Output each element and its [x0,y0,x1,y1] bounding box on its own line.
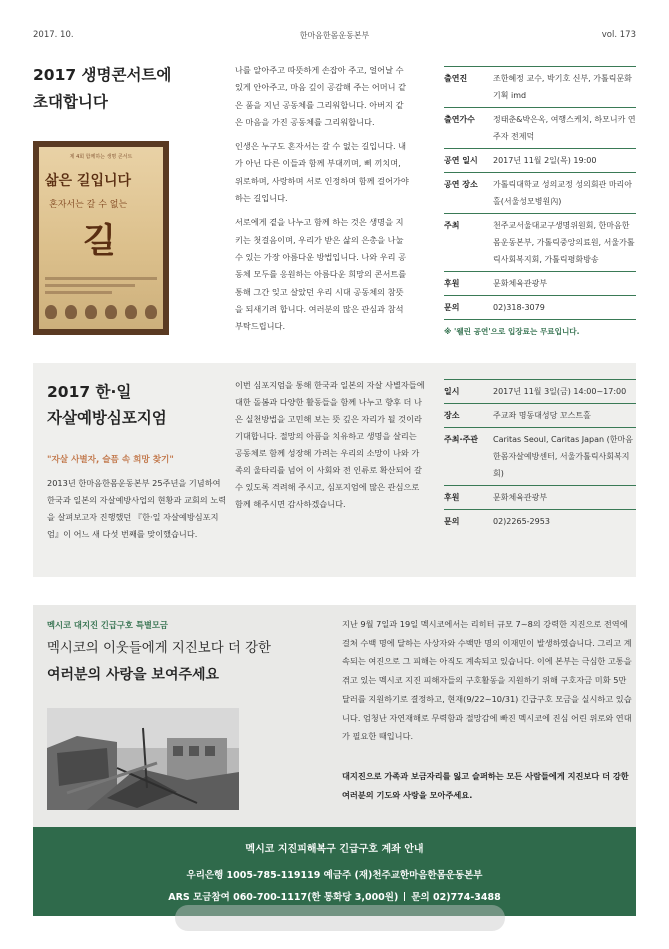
concert-info-table [444,66,636,320]
info-key: 출연가수 [444,115,475,124]
concert-paragraph: 서로에게 곁을 나누고 함께 하는 것은 생명을 지키는 첫걸음이며, 우리가 받은 삶의 은총을 나눌 수 있는 가장 아름다운 방법입니다. 나와 우리 공동체 모두를 응원하는 아름다운 희망의 콘서트를 통해 그간 잊고 살았던 우리 시대 공동체의 참뜻을 되새기려 합니다. 여러분의 많은 관심과 참석 부탁드립니다. [235,217,407,332]
concert-title-line2: 초대합니다 [33,93,108,111]
info-value: 2017년 11월 3일(금) 14:00~17:00 [493,387,627,396]
info-value: 주교좌 명동대성당 꼬스트홀 [493,411,591,420]
info-row [444,486,636,510]
poster-calligraphy-1: 삶은 길입니다 [45,173,132,189]
info-key: 주최·주관 [444,435,478,444]
info-value: 가톨릭대학교 성의교정 성의회관 마리아홀(서울성모병원內) [493,180,633,206]
info-value: Caritas Seoul, Caritas Japan (한마음한몸자살예방센터, 서울가톨릭사회복지회) [493,435,633,478]
info-key: 문의 [444,303,460,312]
mexico-headline-2: 여러분의 사랑을 보여주세요 [47,667,220,683]
info-row [444,380,636,404]
info-row [444,108,636,149]
concert-paragraph: 인생은 누구도 혼자서는 갈 수 없는 길입니다. 내가 아닌 다른 이들과 함께 부대끼며, 삐 끼치며, 위로하며, 사랑하며 서로 인정하며 함께 걸어가야 하는 길입니다. [235,141,409,204]
info-row [444,173,636,214]
symposium-info-table [444,379,636,533]
info-key: 공연 일시 [444,156,478,165]
volume-number: vol. 173 [601,30,636,40]
page-header [33,30,636,44]
poster-calligraphy-3: 길 [83,221,116,261]
info-key: 주최 [444,221,460,230]
info-value: 02)318-3079 [493,303,545,312]
info-key: 문의 [444,517,460,526]
poster-info-lines [45,277,157,299]
info-row [444,296,636,320]
info-row [444,428,636,486]
poster-calligraphy-2: 혼자서는 갈 수 없는 [49,200,128,210]
info-row [444,510,636,533]
ars-line [33,889,636,903]
info-row [444,149,636,173]
info-value: 문화체육관광부 [493,493,548,502]
info-key: 일시 [444,387,460,396]
inquiry-number: 문의 02)774-3488 [411,892,501,903]
info-key: 후원 [444,279,460,288]
donation-account-banner [33,827,636,916]
symposium-title-line1: 2017 한·일 [47,383,132,401]
info-value: 문화체육관광부 [493,279,548,288]
poster-performer-photos [45,305,157,321]
info-row [444,214,636,272]
concert-poster-image [33,141,169,335]
concert-title-line1: 2017 생명콘서트에 [33,66,172,84]
bank-account: 우리은행 1005-785-119119 예금주 (재)천주교한마음한몸운동본부 [186,870,483,881]
mexico-headline-1: 멕시코의 이웃들에게 지진보다 더 강한 [47,641,271,656]
issue-date: 2017. 10. [33,30,74,40]
free-admission-note: ※ '웰린 공연'으로 입장료는 무료입니다. [444,327,580,336]
mexico-tag: 멕시코 대지진 긴급구호 특별모금 [47,620,168,630]
symposium-body-text: 이번 심포지엄을 통해 한국과 일본의 자살 사별자들에 대한 돌봄과 다양한 활동들을 함께 나누고 향후 더 나은 실천방법을 고민해 보는 뜻 깊은 자리가 될 것이라 기대합니다. 절망의 아픔을 치유하고 생명을 살리는 공동체로 함께 성장해 가려는 우리의 소망이 나와 가족의 울타리를 넘어 이 사회와 전 인류로 확산되어 갈 수 있도록 격려해 주시고, 심포지엄에 많은 관심으로 함께 해주시면 감사하겠습니다. [235,380,425,509]
info-key: 장소 [444,411,460,420]
info-value: 02)2265-2953 [493,517,550,526]
donation-title: 멕시코 지진피해복구 긴급구호 계좌 안내 [245,844,424,855]
poster-top-text: 제 4회 함께하는 생명 콘서트 [69,154,133,160]
symposium-title-line2: 자살예방심포지엄 [47,409,167,427]
viewer-toolbar-overlay [175,905,505,931]
mexico-appeal-panel [33,605,636,827]
info-value: 정태춘&박은옥, 여행스케치, 하모니카 연주자 전제덕 [493,115,636,141]
info-key: 후원 [444,493,460,502]
info-row [444,404,636,428]
info-row [444,272,636,296]
info-value: 2017년 11월 2일(목) 19:00 [493,156,597,165]
ars-donation: ARS 모금참여 060-700-1117(한 통화당 3,000원) [168,892,399,903]
earthquake-photo [47,708,239,810]
publisher-name: 한마음한몸운동본부 [299,31,370,40]
symposium-intro-text: 2013년 한마음한몸운동본부 25주년을 기념하여 한국과 일본의 자살예방사업의 현황과 교회의 노력을 살펴보고자 진행했던 『한·일 자살예방심포지엄』이 어느 새 다섯 번째를 맞이했습니다. [47,478,227,539]
info-row [444,67,636,108]
mexico-body-text: 지난 9월 7일과 19일 멕시코에서는 리히터 규모 7~8의 강력한 지진으로 전역에 걸쳐 수백 명에 달하는 사상자와 수백만 명의 이재민이 발생하였습니다. 그리고 계속되는 여진으로 그 피해는 아직도 계속되고 있습니다. 이에 본부는 극심한 고통을 겪고 있는 멕시코 지진 피해자들의 구호활동을 지원하기 위해 구호자금 미화 5만 달러를 지원하기로 결정하고, 현재(9/22~10/31) 긴급구호 모금을 실시하고 있습니다. 엄청난 자연재해로 무력함과 절망감에 빠진 멕시코에 진심 어린 위로와 연대가 필요한 때입니다. [342,619,632,742]
info-value: 조한혜정 교수, 박기호 신부, 가톨릭문화기획 imd [493,74,632,100]
symposium-subtitle: "자살 사별자, 슬픔 속 희망 찾기" [47,455,174,465]
info-key: 공연 장소 [444,180,478,189]
info-key: 출연진 [444,74,468,83]
concert-body [235,62,411,342]
concert-title [33,62,213,116]
symposium-panel [33,363,636,577]
symposium-title [47,379,167,431]
separator [404,892,405,901]
info-value: 천주교서울대교구생명위원회, 한마음한몸운동본부, 가톨릭중앙의료원, 서울가톨릭사회복지회, 가톨릭평화방송 [493,221,635,264]
concert-paragraph: 나를 알아주고 따뜻하게 손잡아 주고, 얼어날 수 있게 안아주고, 마음 깊이 공감해 주는 어머니 같은 품을 지닌 공동체를 그리워합니다. 아버지 같은 마음을 가진 공동체를 그리워합니다. [235,65,407,127]
mexico-appeal-text: 대지진으로 가족과 보금자리를 잃고 슬퍼하는 모든 사람들에게 지진보다 더 강한 여러분의 기도와 사랑을 모아주세요. [342,771,629,800]
